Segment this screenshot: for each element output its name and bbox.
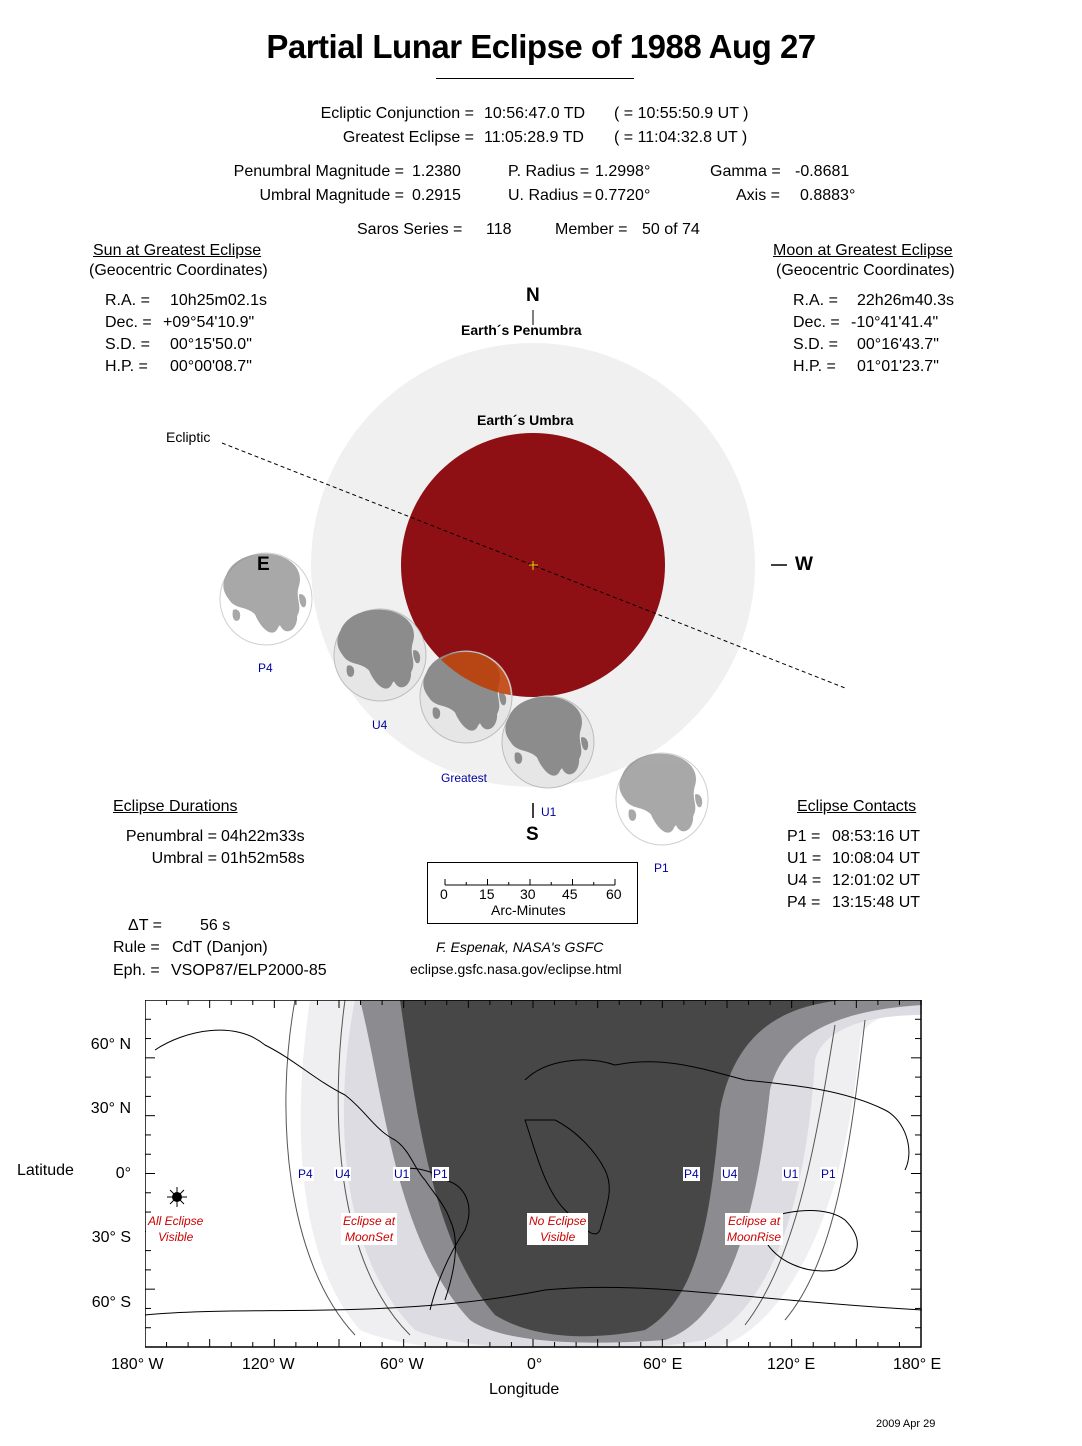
moon-sd-label: S.D. = (793, 336, 838, 353)
moon-label-p1: P1 (654, 861, 669, 875)
axis-value: 0.8883° (800, 187, 856, 204)
rule-label: Rule = (113, 939, 160, 956)
moon-hp-value: 01°01'23.7" (857, 358, 939, 375)
moon-label-u4: U4 (372, 718, 388, 732)
moon-u4 (334, 609, 426, 701)
contacts-heading: Eclipse Contacts (797, 798, 917, 815)
umbra-label: Earth´s Umbra (477, 412, 574, 428)
gamma-value: -0.8681 (795, 163, 850, 180)
moon-label-u1: U1 (541, 805, 557, 819)
credit-url[interactable]: eclipse.gsfc.nasa.gov/eclipse.html (410, 961, 622, 977)
sun-ra-value: 10h25m02.1s (170, 292, 267, 309)
region-moonset-line2: MoonSet (345, 1230, 394, 1244)
sun-subheading: (Geocentric Coordinates) (89, 262, 268, 279)
map-xlabel: Longitude (489, 1381, 560, 1398)
footer-date: 2009 Apr 29 (876, 1418, 936, 1430)
eph-value: VSOP87/ELP2000-85 (171, 962, 327, 979)
contact-p1-label: P1 = (787, 828, 821, 845)
penumbral-magnitude-label: Penumbral Magnitude = (233, 163, 404, 180)
axis-label: Axis = (736, 187, 781, 204)
lon-tick-180e: 180° E (893, 1356, 942, 1373)
map-west-p4: P4 (298, 1167, 313, 1181)
moon-heading: Moon at Greatest Eclipse (773, 242, 953, 259)
scale-tick-0: 0 (440, 886, 448, 902)
sun-dec-value: +09°54'10.9" (163, 314, 255, 331)
penumbra-label: Earth´s Penumbra (461, 322, 582, 338)
east-label: E (257, 554, 270, 575)
delta-t-value: 56 s (200, 917, 231, 934)
lat-tick-30s: 30° S (91, 1229, 131, 1246)
north-label: N (526, 285, 540, 306)
map-east-u1: U1 (783, 1167, 799, 1181)
lat-tick-30n: 30° N (90, 1100, 131, 1117)
scale-label: Arc-Minutes (491, 902, 566, 918)
contact-u1-value: 10:08:04 UT (832, 850, 921, 867)
u-radius-label: U. Radius = (508, 187, 593, 204)
member-value: 50 of 74 (642, 221, 700, 238)
saros-value: 118 (486, 221, 512, 238)
sun-rays-icon (167, 1187, 187, 1207)
region-label-all-eclipse (146, 1213, 205, 1245)
delta-t-label: ΔT = (128, 917, 162, 934)
sun-dec-label: Dec. = (105, 314, 152, 331)
credit-author: F. Espenak, NASA's GSFC (436, 939, 604, 955)
lon-tick-120e: 120° E (767, 1356, 816, 1373)
sun-sd-label: S.D. = (105, 336, 150, 353)
moon-p1 (616, 753, 708, 845)
contact-u4-label: U4 = (787, 872, 822, 889)
region-label-moonset (341, 1213, 397, 1245)
lat-tick-0: 0° (115, 1165, 131, 1182)
lat-tick-60s: 60° S (91, 1294, 131, 1311)
map-east-u4: U4 (722, 1167, 738, 1181)
region-label-moonrise (725, 1213, 783, 1245)
scale-tick-15: 15 (479, 886, 495, 902)
p-radius-label: P. Radius = (508, 163, 590, 180)
sun-ra-label: R.A. = (105, 292, 150, 309)
saros-label: Saros Series = (357, 221, 463, 238)
lon-tick-60w: 60° W (380, 1356, 424, 1373)
region-all-line1: All Eclipse (148, 1214, 204, 1228)
moon-u1 (502, 696, 594, 788)
map-east-p4: P4 (684, 1167, 699, 1181)
visibility-map (145, 1000, 922, 1348)
lon-tick-60e: 60° E (643, 1356, 683, 1373)
contact-p1-value: 08:53:16 UT (832, 828, 921, 845)
eph-label: Eph. = (113, 962, 160, 979)
lon-tick-120w: 120° W (242, 1356, 295, 1373)
map-east-p1: P1 (821, 1167, 836, 1181)
scale-tick-30: 30 (520, 886, 536, 902)
conjunction-label: Ecliptic Conjunction = (320, 105, 474, 122)
greatest-label: Greatest Eclipse = (342, 129, 474, 146)
durations-heading: Eclipse Durations (113, 798, 238, 815)
moon-dec-label: Dec. = (793, 314, 840, 331)
sun-sd-value: 00°15'50.0" (170, 336, 252, 353)
moon-label-p4: P4 (258, 661, 273, 675)
moon-subheading: (Geocentric Coordinates) (776, 262, 955, 279)
contact-p4-value: 13:15:48 UT (832, 894, 921, 911)
moon-dec-value: -10°41'41.4" (851, 314, 939, 331)
umbral-duration-label: Umbral = (151, 850, 217, 867)
map-ylabel: Latitude (17, 1162, 74, 1179)
sun-hp-value: 00°00'08.7" (170, 358, 252, 375)
umbral-magnitude-label: Umbral Magnitude = (259, 187, 404, 204)
moon-ra-label: R.A. = (793, 292, 838, 309)
conjunction-ut: ( = 10:55:50.9 UT ) (614, 105, 749, 122)
page-title: Partial Lunar Eclipse of 1988 Aug 27 (266, 28, 816, 65)
member-label: Member = (555, 221, 628, 238)
moon-sd-value: 00°16'43.7" (857, 336, 939, 353)
lon-tick-180w: 180° W (111, 1356, 164, 1373)
conjunction-td: 10:56:47.0 TD (484, 105, 586, 122)
region-none-line2: Visible (540, 1230, 576, 1244)
scale-tick-45: 45 (562, 886, 578, 902)
greatest-td: 11:05:28.9 TD (484, 129, 584, 146)
lat-tick-60n: 60° N (90, 1036, 131, 1053)
p-radius-value: 1.2998° (595, 163, 651, 180)
greatest-ut: ( = 11:04:32.8 UT ) (614, 129, 748, 146)
umbral-magnitude-value: 0.2915 (412, 187, 461, 204)
gamma-label: Gamma = (710, 163, 781, 180)
map-west-u4: U4 (335, 1167, 351, 1181)
penumbral-duration-value: 04h22m33s (221, 828, 305, 845)
ecliptic-label: Ecliptic (166, 429, 211, 445)
moon-hp-label: H.P. = (793, 358, 836, 375)
contact-u4-value: 12:01:02 UT (832, 872, 921, 889)
scale-tick-60: 60 (606, 886, 622, 902)
moon-ra-value: 22h26m40.3s (857, 292, 954, 309)
u-radius-value: 0.7720° (595, 187, 651, 204)
region-moonrise-line1: Eclipse at (728, 1214, 781, 1228)
sun-heading: Sun at Greatest Eclipse (93, 242, 262, 259)
south-label: S (526, 824, 539, 845)
rule-value: CdT (Danjon) (172, 939, 268, 956)
region-label-no-eclipse (527, 1213, 588, 1245)
map-west-u1: U1 (394, 1167, 410, 1181)
west-label: W (795, 554, 813, 575)
contact-u1-label: U1 = (787, 850, 822, 867)
umbral-duration-value: 01h52m58s (221, 850, 305, 867)
penumbral-magnitude-value: 1.2380 (412, 163, 461, 180)
lon-tick-0: 0° (527, 1356, 543, 1373)
region-all-line2: Visible (158, 1230, 194, 1244)
sun-hp-label: H.P. = (105, 358, 148, 375)
region-moonset-line1: Eclipse at (343, 1214, 396, 1228)
map-west-p1: P1 (433, 1167, 448, 1181)
moon-label-greatest: Greatest (441, 771, 488, 785)
region-moonrise-line2: MoonRise (727, 1230, 782, 1244)
region-none-line1: No Eclipse (529, 1214, 587, 1228)
penumbral-duration-label: Penumbral = (125, 828, 217, 845)
contact-p4-label: P4 = (787, 894, 821, 911)
